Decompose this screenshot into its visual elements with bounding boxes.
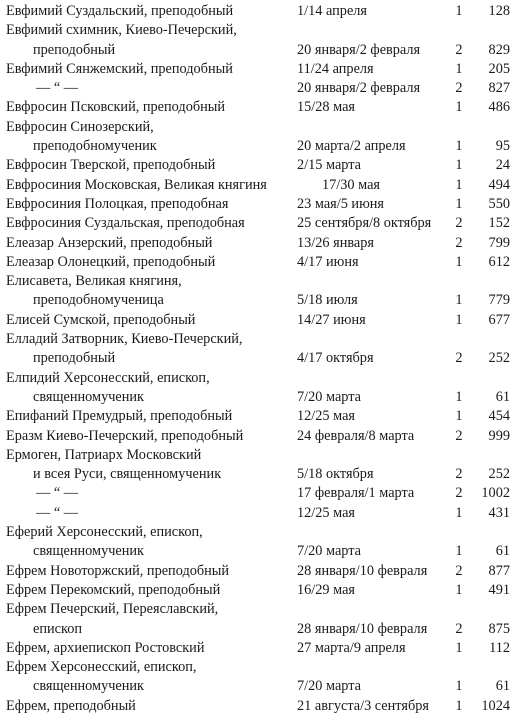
feast-date: 7/20 марта bbox=[297, 678, 362, 695]
page-number: 61 bbox=[495, 543, 510, 560]
index-line bbox=[0, 176, 519, 195]
saint-name: Ермоген, Патриарх Московский bbox=[6, 446, 202, 463]
book-number: 1 bbox=[455, 253, 463, 270]
saint-name: Елеазар Анзерский, преподобный bbox=[6, 234, 213, 251]
page-number: 61 bbox=[495, 678, 510, 695]
book-number: 1 bbox=[455, 639, 463, 656]
page-number: 799 bbox=[488, 234, 510, 251]
book-number: 1 bbox=[455, 3, 463, 19]
index-line bbox=[0, 658, 519, 677]
index-line bbox=[0, 465, 519, 484]
index-line bbox=[0, 427, 519, 446]
feast-date: 4/17 июня bbox=[297, 253, 359, 270]
index-line bbox=[0, 697, 519, 716]
index-line bbox=[0, 523, 519, 542]
feast-date: 2/15 марта bbox=[297, 157, 362, 174]
index-line bbox=[0, 600, 519, 619]
saints-index-page bbox=[0, 2, 519, 716]
page-number: 252 bbox=[488, 466, 510, 483]
page-number: 550 bbox=[488, 195, 510, 212]
feast-date: 17 февраля/1 марта bbox=[297, 485, 415, 502]
saint-name: Ефрем, преподобный bbox=[6, 697, 136, 714]
ditto-mark: — “ — bbox=[36, 504, 79, 521]
saint-name: священномученик bbox=[33, 678, 144, 695]
book-number: 2 bbox=[455, 80, 463, 97]
book-number: 2 bbox=[455, 485, 463, 502]
saint-name: Евфросиния Суздальская, преподобная bbox=[6, 215, 245, 232]
saint-name: Евфимий Суздальский, преподобный bbox=[6, 3, 234, 19]
index-line bbox=[0, 677, 519, 696]
book-number: 1 bbox=[455, 99, 463, 116]
feast-date: 20 марта/2 апреля bbox=[297, 138, 406, 155]
index-line bbox=[0, 234, 519, 253]
page-number: 827 bbox=[488, 80, 510, 97]
index-line bbox=[0, 407, 519, 426]
feast-date: 21 августа/3 сентября bbox=[297, 697, 429, 714]
index-line bbox=[0, 639, 519, 658]
saint-name: священномученик bbox=[33, 543, 144, 560]
page-number: 829 bbox=[488, 41, 510, 58]
index-line bbox=[0, 60, 519, 79]
feast-date: 25 сентября/8 октября bbox=[297, 215, 432, 232]
feast-date: 23 мая/5 июня bbox=[297, 195, 384, 212]
saint-name: преподобный bbox=[33, 41, 116, 58]
saint-name: Евфросиния Московская, Великая княгиня bbox=[6, 176, 267, 193]
index-line bbox=[0, 21, 519, 40]
index-line bbox=[0, 504, 519, 523]
book-number: 1 bbox=[455, 581, 463, 598]
page-number: 491 bbox=[488, 581, 510, 598]
book-number: 1 bbox=[455, 678, 463, 695]
saint-name: Евфимий схимник, Киево-Печерский, bbox=[6, 22, 237, 39]
book-number: 2 bbox=[455, 427, 463, 444]
page-number: 999 bbox=[488, 427, 510, 444]
saint-name: Еферий Херсонесский, епископ, bbox=[6, 524, 203, 541]
saint-name: Евфимий Сянжемский, преподобный bbox=[6, 60, 233, 77]
feast-date: 20 января/2 февраля bbox=[297, 41, 421, 58]
page-number: 779 bbox=[488, 292, 510, 309]
book-number: 2 bbox=[455, 562, 463, 579]
book-number: 1 bbox=[455, 311, 463, 328]
book-number: 1 bbox=[455, 138, 463, 155]
index-line bbox=[0, 137, 519, 156]
ditto-mark: — “ — bbox=[36, 485, 79, 502]
feast-date: 28 января/10 февраля bbox=[297, 562, 428, 579]
book-number: 1 bbox=[455, 60, 463, 77]
index-line bbox=[0, 388, 519, 407]
saint-name: Евфросин Синозерский, bbox=[6, 118, 154, 135]
book-number: 1 bbox=[455, 504, 463, 521]
book-number: 2 bbox=[455, 466, 463, 483]
feast-date: 5/18 июля bbox=[297, 292, 358, 309]
index-line bbox=[0, 195, 519, 214]
feast-date: 7/20 марта bbox=[297, 543, 362, 560]
saint-name: преподобномученик bbox=[33, 138, 157, 155]
index-line bbox=[0, 446, 519, 465]
index-line bbox=[0, 98, 519, 117]
page-number: 152 bbox=[488, 215, 510, 232]
saint-name: Елеазар Олонецкий, преподобный bbox=[6, 253, 216, 270]
index-line bbox=[0, 272, 519, 291]
book-number: 1 bbox=[455, 697, 463, 714]
page-number: 24 bbox=[495, 157, 510, 174]
page-number: 454 bbox=[488, 408, 510, 425]
index-line bbox=[0, 311, 519, 330]
page-number: 61 bbox=[495, 388, 510, 405]
feast-date: 12/25 мая bbox=[297, 504, 356, 521]
index-line bbox=[0, 620, 519, 639]
page-number: 205 bbox=[488, 60, 510, 77]
saint-name: Евфросиния Полоцкая, преподобная bbox=[6, 195, 229, 212]
saint-name: Ефрем Новоторжский, преподобный bbox=[6, 562, 230, 579]
feast-date: 28 января/10 февраля bbox=[297, 620, 428, 637]
page-number: 95 bbox=[495, 138, 510, 155]
page-number: 877 bbox=[488, 562, 510, 579]
book-number: 1 bbox=[455, 157, 463, 174]
page-number: 1002 bbox=[481, 485, 510, 502]
saint-name: преподобномученица bbox=[33, 292, 164, 309]
saint-name: Евфросин Тверской, преподобный bbox=[6, 157, 216, 174]
book-number: 2 bbox=[455, 620, 463, 637]
index-line bbox=[0, 542, 519, 561]
feast-date: 1/14 апреля bbox=[297, 3, 368, 19]
index-line bbox=[0, 79, 519, 98]
saint-name: Ефрем Перекомский, преподобный bbox=[6, 581, 221, 598]
index-line bbox=[0, 369, 519, 388]
book-number: 2 bbox=[455, 215, 463, 232]
page-number: 431 bbox=[488, 504, 510, 521]
page-number: 612 bbox=[488, 253, 510, 270]
saint-name: Елисавета, Великая княгиня, bbox=[6, 273, 182, 290]
saint-name: Еразм Киево-Печерский, преподобный bbox=[6, 427, 244, 444]
index-line bbox=[0, 41, 519, 60]
index-line bbox=[0, 484, 519, 503]
feast-date: 13/26 января bbox=[297, 234, 374, 251]
feast-date: 4/17 октября bbox=[297, 350, 374, 367]
page-number: 112 bbox=[489, 639, 510, 656]
index-line bbox=[0, 118, 519, 137]
page-number: 252 bbox=[488, 350, 510, 367]
index-line bbox=[0, 2, 519, 21]
book-number: 1 bbox=[455, 176, 463, 193]
feast-date: 17/30 мая bbox=[322, 176, 381, 193]
index-line bbox=[0, 156, 519, 175]
saint-name: Епифаний Премудрый, преподобный bbox=[6, 408, 233, 425]
feast-date: 27 марта/9 апреля bbox=[297, 639, 406, 656]
saint-name: преподобный bbox=[33, 350, 116, 367]
saint-name: Елпидий Херсонесский, епископ, bbox=[6, 369, 210, 386]
page-number: 875 bbox=[488, 620, 510, 637]
book-number: 1 bbox=[455, 388, 463, 405]
ditto-mark: — “ — bbox=[36, 80, 79, 97]
saint-name: и всея Руси, священномученик bbox=[33, 466, 222, 483]
page-number: 486 bbox=[488, 99, 510, 116]
feast-date: 12/25 мая bbox=[297, 408, 356, 425]
feast-date: 20 января/2 февраля bbox=[297, 80, 421, 97]
feast-date: 11/24 апреля bbox=[297, 60, 374, 77]
book-number: 2 bbox=[455, 350, 463, 367]
index-line bbox=[0, 581, 519, 600]
saint-name: Ефрем Печерский, Переяславский, bbox=[6, 601, 219, 618]
saint-name: Евфросин Псковский, преподобный bbox=[6, 99, 226, 116]
feast-date: 7/20 марта bbox=[297, 388, 362, 405]
book-number: 2 bbox=[455, 41, 463, 58]
index-line bbox=[0, 562, 519, 581]
page-number: 494 bbox=[488, 176, 510, 193]
index-line bbox=[0, 214, 519, 233]
feast-date: 14/27 июня bbox=[297, 311, 366, 328]
feast-date: 16/29 мая bbox=[297, 581, 356, 598]
book-number: 1 bbox=[455, 543, 463, 560]
index-line bbox=[0, 330, 519, 349]
book-number: 1 bbox=[455, 195, 463, 212]
saint-name: Елисей Сумской, преподобный bbox=[6, 311, 196, 328]
feast-date: 24 февраля/8 марта bbox=[297, 427, 415, 444]
saint-name: Ефрем, архиепископ Ростовский bbox=[6, 639, 205, 656]
book-number: 1 bbox=[455, 408, 463, 425]
saint-name: епископ bbox=[33, 620, 83, 637]
saint-name: священномученик bbox=[33, 388, 144, 405]
book-number: 1 bbox=[455, 292, 463, 309]
index-line bbox=[0, 253, 519, 272]
feast-date: 15/28 мая bbox=[297, 99, 356, 116]
page-number: 1024 bbox=[481, 697, 510, 714]
page-number: 677 bbox=[488, 311, 510, 328]
index-line bbox=[0, 291, 519, 310]
feast-date: 5/18 октября bbox=[297, 466, 374, 483]
book-number: 2 bbox=[455, 234, 463, 251]
saint-name: Ефрем Херсонесский, епископ, bbox=[6, 659, 197, 676]
page-number: 128 bbox=[488, 3, 510, 19]
saint-name: Елладий Затворник, Киево-Печерский, bbox=[6, 331, 243, 348]
index-line bbox=[0, 349, 519, 368]
